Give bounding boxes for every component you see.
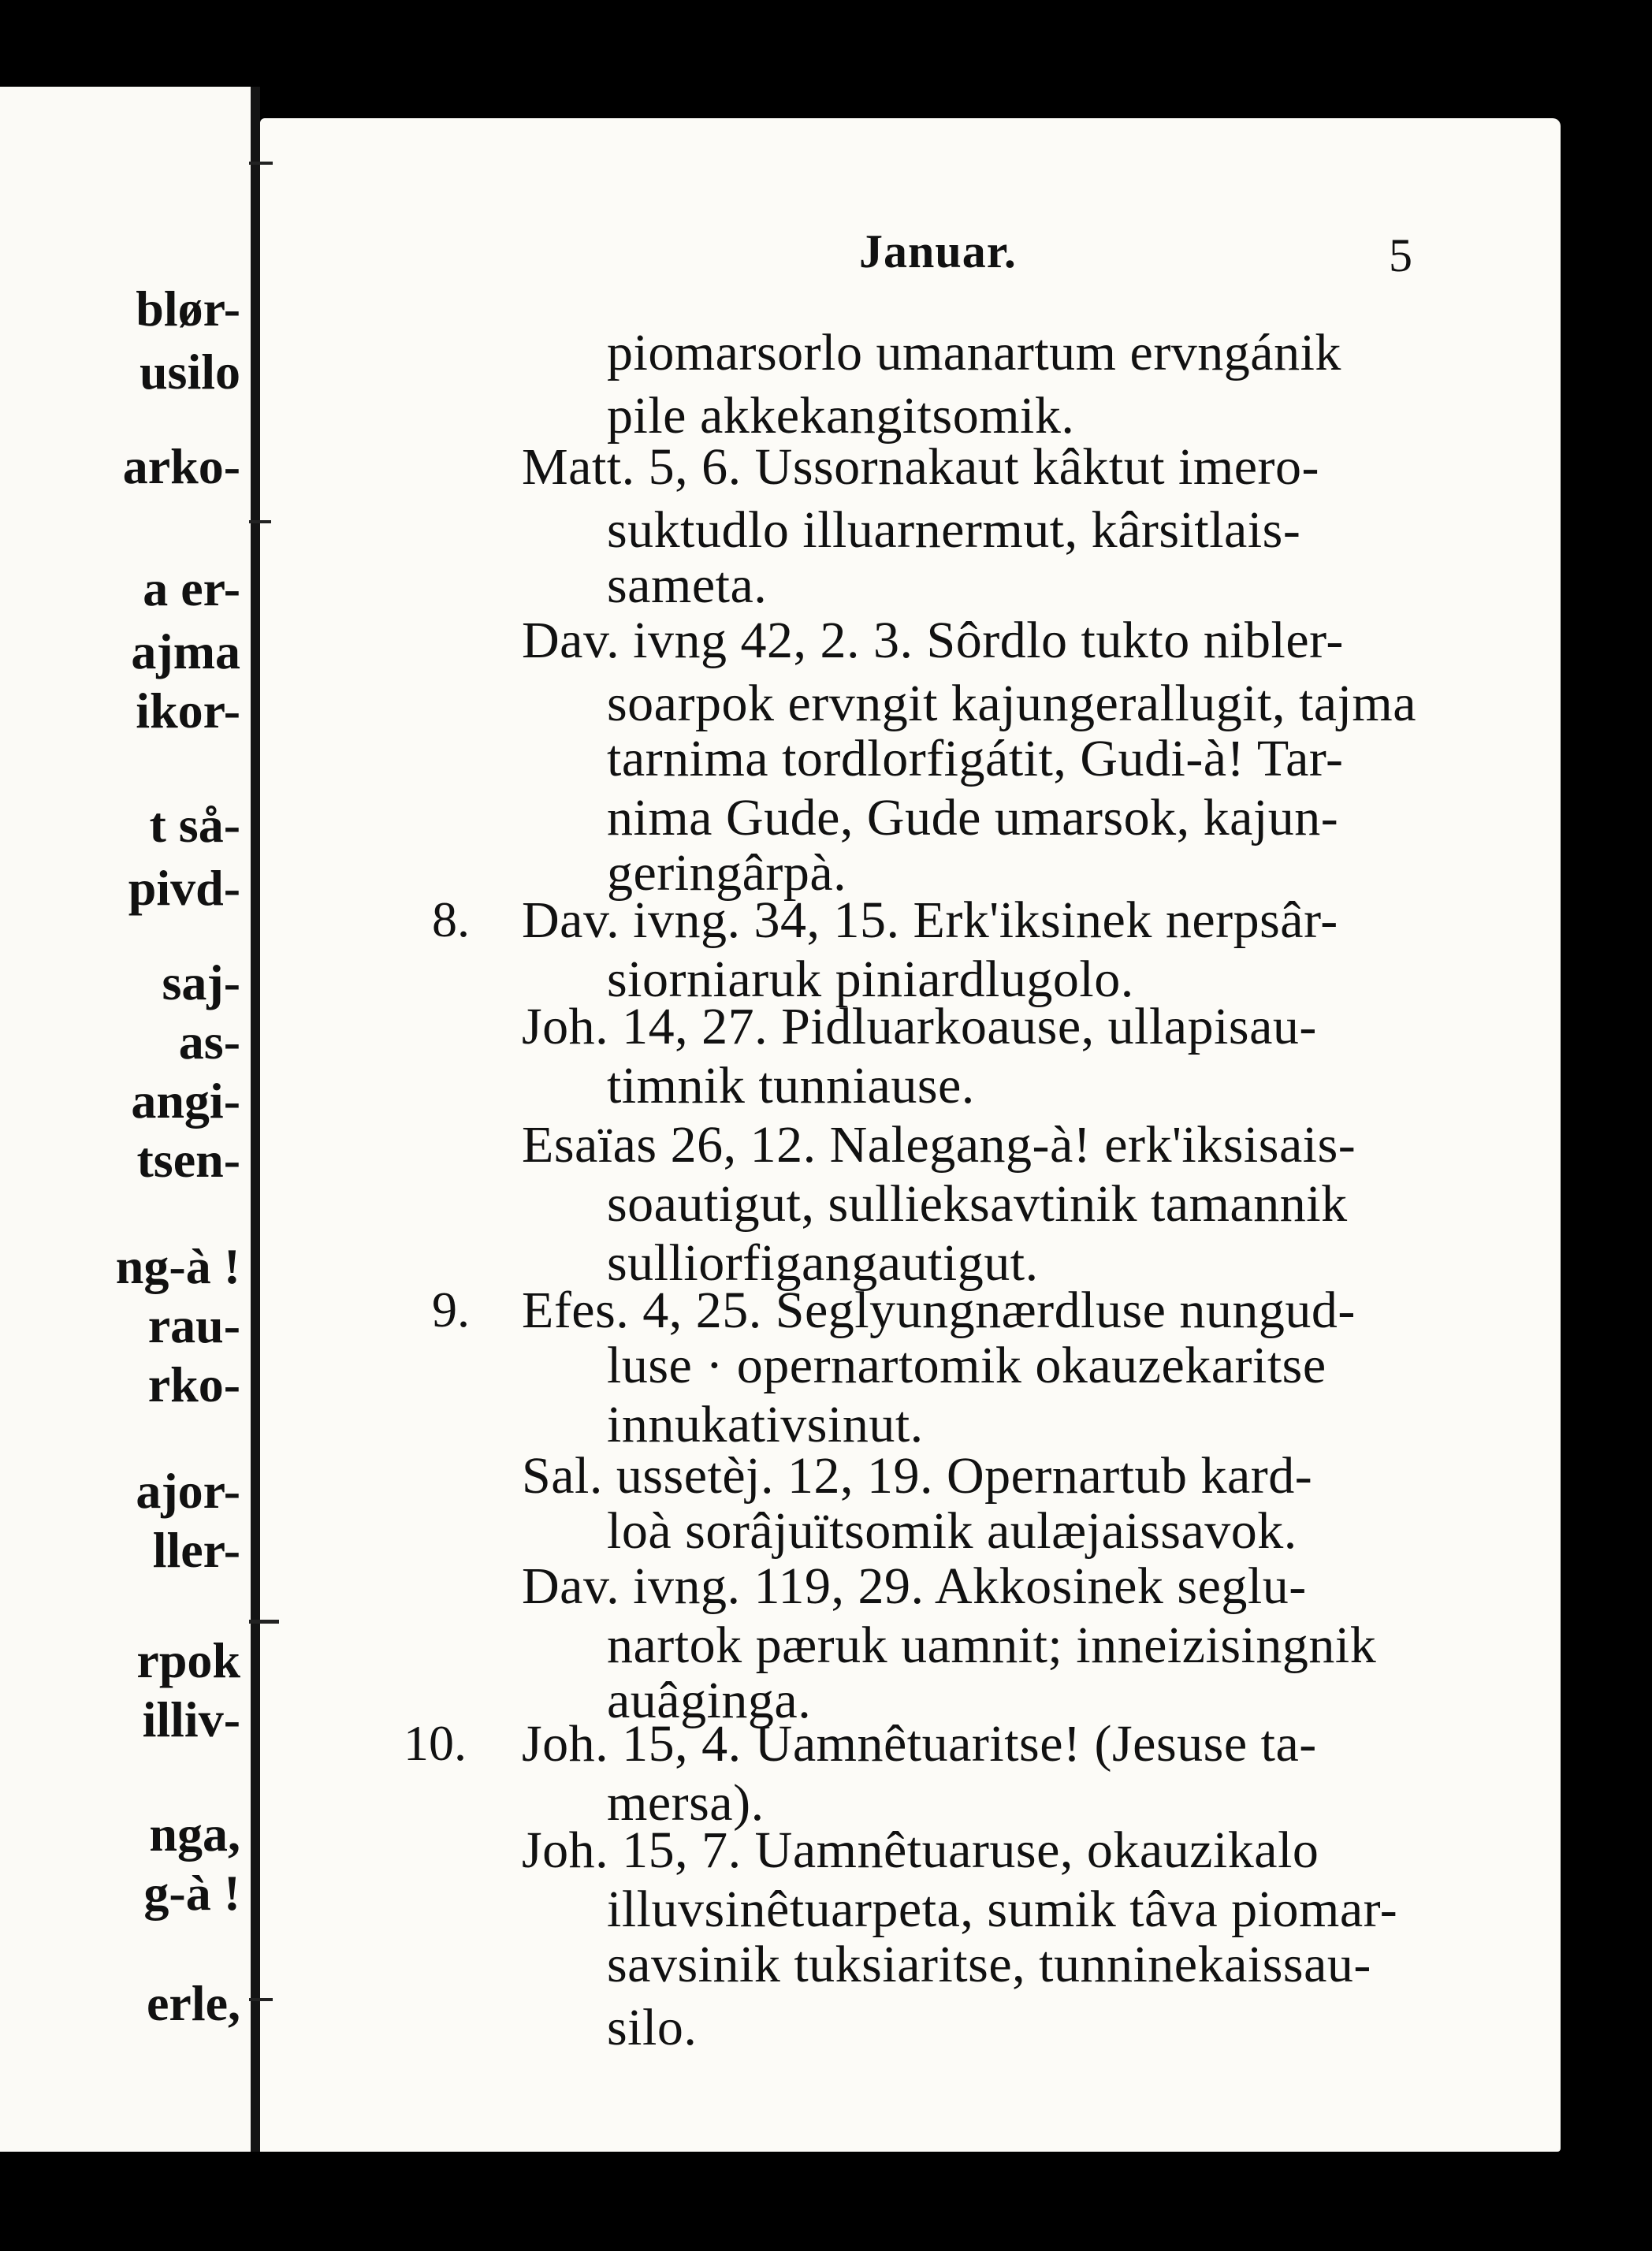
left-page-line: erle, <box>147 1975 240 2031</box>
left-page-line: t så- <box>149 797 240 853</box>
left-page-line: ng-à ! <box>115 1238 240 1294</box>
spine-notch <box>249 520 271 523</box>
verse-text-line: pile akkekangitsomik. <box>607 387 1075 445</box>
verse-text-line: siorniaruk piniardlugolo. <box>607 951 1134 1008</box>
verse-text-line: silo. <box>607 1999 698 2056</box>
left-page-line: ajor- <box>136 1463 240 1519</box>
left-page-line: tsen- <box>136 1132 240 1188</box>
day-number: 10. <box>404 1715 467 1771</box>
verse-text-line: soautigut, sullieksavtinik tamannik <box>607 1175 1348 1233</box>
verse-reference-line: Dav. ivng. 34, 15. Erk'iksinek nerpsâr- <box>522 891 1338 949</box>
verse-text-line: innukativsinut. <box>607 1396 924 1453</box>
left-page-line: saj- <box>162 954 240 1010</box>
left-page-line: angi- <box>131 1073 240 1129</box>
verse-reference-line: Sal. ussetèj. 12, 19. Opernartub kard- <box>522 1447 1313 1505</box>
left-page-line: usilo <box>139 344 240 400</box>
verse-text-line: tarnima tordlorfigátit, Gudi-à! Tar- <box>607 730 1344 787</box>
left-page-line: illiv- <box>142 1691 240 1747</box>
verse-text-line: soarpok ervngit kajungerallugit, tajma <box>607 675 1417 732</box>
left-page-line: nga, <box>149 1806 240 1862</box>
verse-text-line: geringârpà. <box>607 844 847 902</box>
day-number: 8. <box>432 891 470 947</box>
book-spine <box>251 87 260 2152</box>
verse-text-line: nartok pæruk uamnit; inneizisingnik <box>607 1617 1377 1674</box>
verse-reference-line: Joh. 14, 27. Pidluarkoause, ullapisau- <box>522 998 1317 1055</box>
page-header-title: Januar. <box>859 225 1017 277</box>
verse-reference-line: Matt. 5, 6. Ussornakaut kâktut imero- <box>522 438 1319 496</box>
verse-text-line: piomarsorlo umanartum ervngánik <box>607 324 1341 381</box>
verse-text-line: suktudlo illuarnermut, kârsitlais- <box>607 501 1301 559</box>
left-page-line: arko- <box>122 438 240 494</box>
verse-text-line: sameta. <box>607 556 768 614</box>
verse-reference-line: Joh. 15, 4. Uamnêtuaritse! (Jesuse ta- <box>522 1715 1317 1773</box>
spine-notch <box>249 1998 273 2001</box>
left-page-line: a er- <box>143 560 240 616</box>
left-page-line: rpok <box>136 1632 240 1688</box>
verse-reference-line: Joh. 15, 7. Uamnêtuaruse, okauzikalo <box>522 1821 1319 1879</box>
verse-text-line: illuvsinêtuarpeta, sumik tâva piomar- <box>607 1881 1398 1938</box>
left-page-fragment <box>0 87 256 2152</box>
left-page-line: ikor- <box>136 683 240 739</box>
verse-text-line: sulliorfigangautigut. <box>607 1234 1039 1292</box>
spine-notch <box>249 1620 279 1624</box>
verse-text-line: auâginga. <box>607 1672 812 1729</box>
verse-text-line: loà sorâjuïtsomik aulæjaissavok. <box>607 1502 1297 1560</box>
spine-notch <box>249 162 273 165</box>
verse-text-line: luse · opernartomik okauzekaritse <box>607 1337 1326 1394</box>
page-number: 5 <box>1389 229 1412 281</box>
verse-reference-line: Dav. ivng. 119, 29. Akkosinek seglu- <box>522 1557 1307 1615</box>
left-page-line: as- <box>178 1014 240 1070</box>
day-number: 9. <box>432 1282 470 1338</box>
left-page-line: blør- <box>136 281 240 337</box>
verse-reference-line: Esaïas 26, 12. Nalegang-à! erk'iksisais- <box>522 1116 1356 1174</box>
left-page-line: pivd- <box>128 860 240 916</box>
verse-text-line: savsinik tuksiaritse, tunninekaissau- <box>607 1936 1371 1993</box>
left-page-line: rko- <box>147 1356 240 1412</box>
left-page-line: ajma <box>131 623 240 679</box>
verse-text-line: nima Gude, Gude umarsok, kajun- <box>607 789 1339 846</box>
verse-text-line: mersa). <box>607 1774 765 1832</box>
left-page-line: g-à ! <box>143 1865 240 1921</box>
left-page-line: rau- <box>147 1297 240 1353</box>
verse-reference-line: Dav. ivng 42, 2. 3. Sôrdlo tukto nibler- <box>522 612 1344 669</box>
verse-reference-line: Efes. 4, 25. Seglyungnærdluse nungud- <box>522 1282 1356 1339</box>
verse-text-line: timnik tunniause. <box>607 1057 975 1114</box>
left-page-line: ller- <box>152 1522 240 1578</box>
